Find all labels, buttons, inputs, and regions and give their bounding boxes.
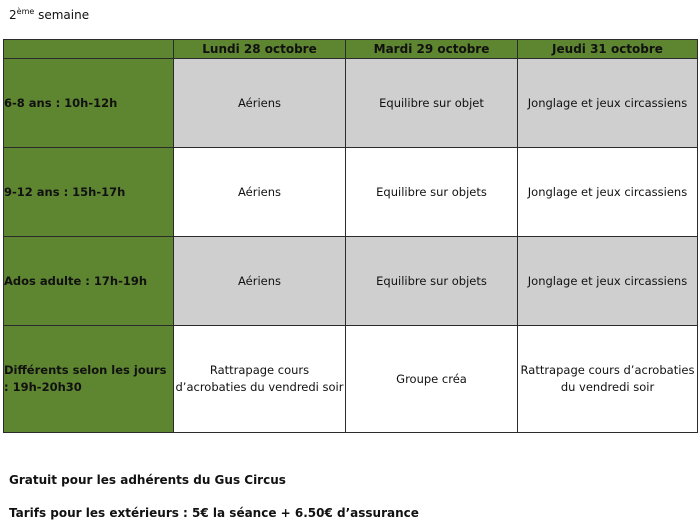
header-corner-cell [4,40,174,59]
row-group-label: 6-8 ans : 10h-12h [4,59,174,148]
week-title [9,7,89,22]
activity-cell: Jonglage et jeux circassiens [518,148,698,237]
table-row [4,148,698,237]
activity-cell: Groupe créa [346,326,518,433]
external-pricing-note: Tarifs pour les extérieurs : 5€ la séance + 6.50€ d’assurance [9,506,419,520]
activity-cell: Aériens [174,237,346,326]
header-row [4,40,698,59]
activity-cell: Equilibre sur objet [346,59,518,148]
header-day-thursday: Jeudi 31 octobre [518,40,698,59]
activity-cell: Jonglage et jeux circassiens [518,237,698,326]
header-day-monday: Lundi 28 octobre [174,40,346,59]
activity-cell: Rattrapage cours d’acrobaties du vendredi soir [174,326,346,433]
activity-cell: Jonglage et jeux circassiens [518,59,698,148]
activity-cell: Rattrapage cours d’acrobaties du vendredi soir [518,326,698,433]
week-number: 2 [9,8,17,22]
row-group-label: Différents selon les jours : 19h-20h30 [4,326,174,433]
header-day-tuesday: Mardi 29 octobre [346,40,518,59]
activity-cell: Aériens [174,59,346,148]
week-label: semaine [34,8,90,22]
row-group-label: Ados adulte : 17h-19h [4,237,174,326]
table-row [4,237,698,326]
activity-cell: Equilibre sur objets [346,148,518,237]
schedule-table [3,39,698,433]
table-row [4,326,698,433]
row-group-label: 9-12 ans : 15h-17h [4,148,174,237]
table-row [4,59,698,148]
activity-cell: Equilibre sur objets [346,237,518,326]
week-ordinal-suffix: ème [16,7,35,16]
members-free-note: Gratuit pour les adhérents du Gus Circus [9,473,286,487]
activity-cell: Aériens [174,148,346,237]
